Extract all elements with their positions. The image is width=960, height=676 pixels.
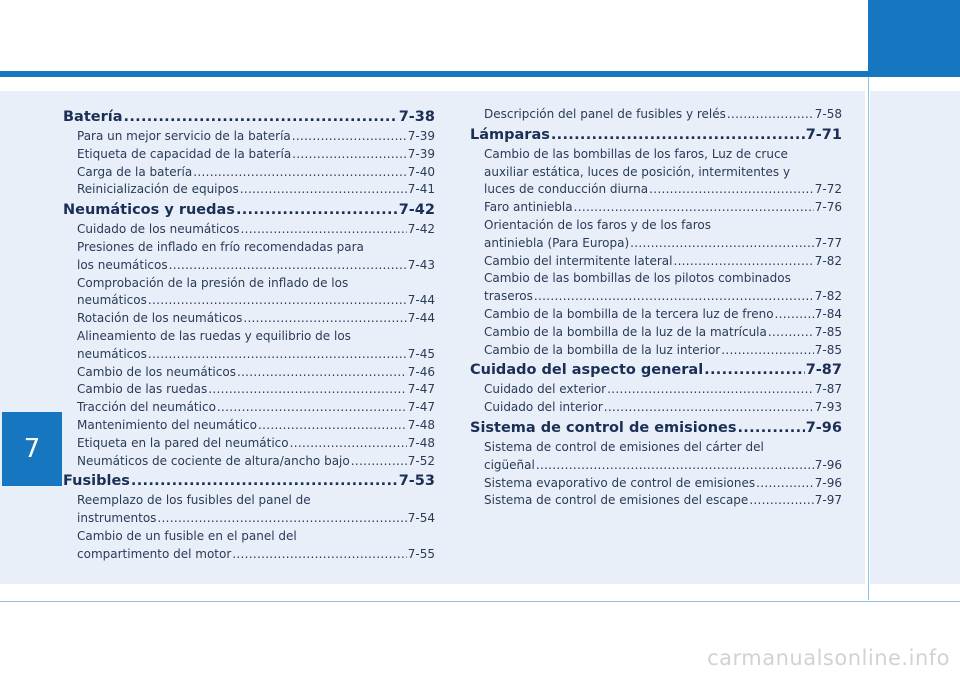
toc-entry-line[interactable] — [470, 217, 842, 235]
vertical-rule — [868, 77, 869, 600]
toc-entry[interactable] — [470, 106, 842, 124]
toc-entry-title: los neumáticos — [77, 257, 168, 272]
toc-entry-line[interactable] — [470, 146, 842, 164]
dot-leader — [217, 399, 407, 417]
toc-entry-line[interactable] — [63, 239, 435, 257]
toc-entry[interactable] — [63, 221, 435, 239]
toc-entry-title: Cambio de las bombillas de los faros, Luz de cruce — [484, 146, 788, 161]
toc-page-number: 7-85 — [814, 324, 842, 339]
dot-leader — [232, 546, 406, 564]
toc-entry-title: neumáticos — [77, 346, 147, 361]
toc-page-number: 7-42 — [407, 222, 435, 237]
toc-entry-title: Orientación de los faros y de los faros — [484, 217, 711, 232]
dot-leader — [208, 381, 407, 399]
dot-leader — [169, 257, 407, 275]
toc-entry[interactable] — [470, 492, 842, 510]
toc-page-number: 7-42 — [398, 202, 435, 219]
toc-page-number: 7-82 — [814, 253, 842, 268]
toc-entry-title: Cambio de las ruedas — [77, 382, 208, 397]
toc-page-number: 7-82 — [814, 289, 842, 304]
toc-entry-title: Carga de la batería — [77, 164, 193, 179]
toc-page-number: 7-72 — [814, 182, 842, 197]
toc-entry[interactable] — [63, 399, 435, 417]
toc-entry-title: Cuidado del aspecto general — [470, 362, 704, 379]
toc-entry-title: Para un mejor servicio de la batería — [77, 129, 291, 143]
toc-entry-title: Rotación de los neumáticos — [77, 311, 243, 326]
toc-entry-title: Cambio de las bombillas de los pilotos combinados — [484, 271, 791, 286]
toc-entry[interactable] — [470, 288, 842, 306]
toc-section-heading[interactable] — [63, 471, 435, 492]
toc-entry-title: Cambio del intermitente lateral — [484, 253, 673, 268]
toc-entry-title: instrumentos — [77, 511, 157, 526]
toc-section-heading[interactable] — [470, 360, 842, 381]
toc-page-number: 7-84 — [814, 306, 842, 321]
toc-page-number: 7-44 — [407, 293, 435, 308]
dot-leader — [749, 492, 813, 510]
toc-section-heading[interactable] — [63, 200, 435, 221]
dot-leader — [551, 125, 805, 146]
toc-entry-title: Reinicialización de equipos — [77, 182, 239, 197]
dot-leader — [351, 453, 407, 471]
dot-leader — [148, 346, 407, 364]
toc-entry-line[interactable] — [470, 439, 842, 457]
toc-entry-title: Cambio de los neumáticos — [77, 364, 236, 379]
toc-page-number: 7-77 — [814, 235, 842, 250]
dot-leader — [240, 181, 407, 199]
chapter-header-block — [868, 0, 960, 73]
toc-entry[interactable] — [470, 381, 842, 399]
dot-leader — [131, 471, 398, 492]
toc-page-number: 7-48 — [407, 417, 435, 432]
toc-page-number: 7-38 — [398, 109, 435, 125]
dot-leader — [536, 457, 814, 475]
toc-entry-title: Descripción del panel de fusibles y relés — [484, 107, 726, 121]
toc-page-number: 7-44 — [407, 311, 435, 326]
toc-entry[interactable] — [470, 235, 842, 253]
toc-entry-title: Comprobación de la presión de inflado de los — [77, 275, 349, 290]
toc-page-number: 7-41 — [407, 182, 435, 197]
dot-leader — [727, 106, 814, 124]
toc-entry-title: Fusibles — [63, 473, 130, 490]
toc-page-number: 7-58 — [814, 107, 842, 121]
toc-page-number: 7-47 — [407, 400, 435, 415]
toc-entry-title: Sistema de control de emisiones — [470, 419, 737, 436]
toc-entry-line[interactable] — [470, 270, 842, 288]
dot-leader — [124, 107, 398, 128]
toc-entry[interactable] — [470, 457, 842, 475]
dot-leader — [290, 435, 407, 453]
toc-entry[interactable] — [470, 342, 842, 360]
toc-page-number: 7-87 — [814, 382, 842, 397]
toc-page-number: 7-52 — [407, 453, 435, 468]
toc-entry[interactable] — [470, 199, 842, 217]
dot-leader — [649, 181, 814, 199]
dot-leader — [721, 342, 814, 360]
dot-leader — [193, 164, 407, 182]
dot-leader — [756, 475, 814, 493]
toc-entry-title: Cambio de la bombilla de la tercera luz de freno — [484, 306, 774, 321]
toc-entry-title: Cuidado del exterior — [484, 382, 607, 397]
toc-section-heading[interactable] — [470, 125, 842, 146]
dot-leader — [236, 200, 398, 221]
margin-strip — [870, 91, 960, 584]
toc-page-number: 7-71 — [805, 126, 842, 143]
toc-page-number: 7-96 — [805, 419, 842, 436]
dot-leader — [148, 292, 407, 310]
toc-entry-title: Faro antiniebla — [484, 200, 573, 215]
toc-entry[interactable] — [63, 181, 435, 199]
toc-entry-line[interactable] — [63, 492, 435, 510]
toc-entry-title: luces de conducción diurna — [484, 182, 649, 197]
toc-entry[interactable] — [63, 292, 435, 310]
chapter-number: 7 — [23, 434, 41, 464]
toc-entry[interactable] — [63, 310, 435, 328]
toc-entry[interactable] — [63, 164, 435, 182]
toc-page-number: 7-96 — [814, 475, 842, 490]
dot-leader — [768, 324, 814, 342]
dot-leader — [673, 253, 813, 271]
toc-entry-title: neumáticos — [77, 293, 147, 308]
toc-entry[interactable] — [63, 257, 435, 275]
toc-page-number: 7-85 — [814, 342, 842, 357]
toc-entry[interactable] — [63, 510, 435, 528]
toc-entry[interactable] — [63, 364, 435, 382]
toc-entry-title: Etiqueta de capacidad de la batería — [77, 146, 292, 161]
toc-entry[interactable] — [470, 181, 842, 199]
dot-leader — [243, 310, 406, 328]
toc-entry[interactable] — [63, 146, 435, 164]
toc-page-number: 7-55 — [407, 546, 435, 561]
dot-leader — [574, 199, 814, 217]
toc-entry-title: Presiones de inflado en frío recomendadas para — [77, 239, 364, 254]
dot-leader — [604, 399, 814, 417]
toc-entry-line[interactable] — [63, 275, 435, 293]
dot-leader — [237, 364, 407, 382]
dot-leader — [241, 221, 407, 239]
toc-page-number: 7-40 — [407, 164, 435, 179]
horizontal-rule — [0, 601, 960, 602]
toc-entry-line[interactable] — [470, 164, 842, 182]
toc-page-number: 7-46 — [407, 364, 435, 379]
toc-entry-title: Cuidado de los neumáticos — [77, 222, 240, 237]
toc-entry[interactable] — [63, 453, 435, 471]
dot-leader — [737, 418, 804, 439]
dot-leader — [157, 510, 406, 528]
toc-page-number: 7-47 — [407, 382, 435, 397]
toc-entry[interactable] — [63, 546, 435, 564]
toc-page-number: 7-48 — [407, 435, 435, 450]
toc-entry-line[interactable] — [63, 328, 435, 346]
dot-leader — [292, 128, 407, 146]
dot-leader — [630, 235, 814, 253]
toc-entry[interactable] — [63, 417, 435, 435]
toc-entry-title: Etiqueta en la pared del neumático — [77, 435, 289, 450]
toc-section-heading[interactable] — [63, 107, 435, 128]
toc-entry-line[interactable] — [63, 528, 435, 546]
toc-page-number: 7-93 — [814, 400, 842, 415]
toc-entry-title: traseros — [484, 289, 533, 304]
toc-entry-title: Neumáticos de cociente de altura/ancho bajo — [77, 453, 350, 468]
toc-page-number: 7-54 — [407, 511, 435, 526]
toc-column-left — [63, 106, 435, 564]
header-bar — [0, 71, 960, 77]
toc-entry-title: auxiliar estática, luces de posición, intermitentes y — [484, 164, 791, 179]
dot-leader — [534, 288, 814, 306]
toc-page-number: 7-87 — [805, 362, 842, 379]
toc-entry[interactable] — [470, 475, 842, 493]
toc-entry-title: compartimento del motor — [77, 546, 232, 561]
toc-entry-title: Cambio de la bombilla de la luz de la matrícula — [484, 324, 767, 339]
dot-leader — [292, 146, 407, 164]
toc-entry[interactable] — [63, 381, 435, 399]
dot-leader — [607, 381, 814, 399]
toc-page-number: 7-43 — [407, 257, 435, 272]
toc-column-right — [470, 106, 842, 510]
toc-entry[interactable] — [470, 306, 842, 324]
toc-entry-title: Sistema de control de emisiones del cárter del — [484, 439, 764, 454]
toc-page-number: 7-39 — [407, 146, 435, 161]
toc-page-number: 7-39 — [407, 129, 435, 143]
toc-page-number: 7-53 — [398, 473, 435, 490]
toc-entry[interactable] — [470, 399, 842, 417]
toc-entry-title: Reemplazo de los fusibles del panel de — [77, 493, 311, 508]
toc-entry-title: Sistema evaporativo de control de emisiones — [484, 475, 756, 490]
toc-entry-title: Mantenimiento del neumático — [77, 417, 257, 432]
toc-entry[interactable] — [470, 253, 842, 271]
toc-page-number: 7-45 — [407, 346, 435, 361]
toc-entry-title: Cambio de un fusible en el panel del — [77, 528, 297, 543]
toc-entry-title: Batería — [63, 109, 123, 125]
toc-entry-title: Cuidado del interior — [484, 400, 603, 415]
toc-entry[interactable] — [63, 128, 435, 146]
toc-entry-title: Cambio de la bombilla de la luz interior — [484, 342, 721, 357]
toc-page-number: 7-76 — [814, 200, 842, 215]
dot-leader — [775, 306, 814, 324]
toc-entry[interactable] — [63, 435, 435, 453]
dot-leader — [704, 360, 805, 381]
toc-entry-title: Lámparas — [470, 126, 550, 143]
chapter-tab[interactable] — [2, 412, 62, 486]
toc-entry-title: Tracción del neumático — [77, 400, 216, 415]
dot-leader — [258, 417, 407, 435]
toc-entry-title: Alineamiento de las ruedas y equilibrio de los — [77, 328, 351, 343]
toc-entry-title: Sistema de control de emisiones del escape — [484, 493, 749, 508]
toc-section-heading[interactable] — [470, 418, 842, 439]
toc-entry-title: Neumáticos y ruedas — [63, 202, 235, 219]
toc-entry-title: antiniebla (Para Europa) — [484, 235, 630, 250]
toc-page-number: 7-96 — [814, 457, 842, 472]
toc-entry[interactable] — [470, 324, 842, 342]
watermark: carmanualsonline.info — [707, 646, 950, 670]
toc-entry-title: cigüeñal — [484, 457, 535, 472]
toc-entry[interactable] — [63, 346, 435, 364]
toc-page-number: 7-97 — [814, 493, 842, 508]
